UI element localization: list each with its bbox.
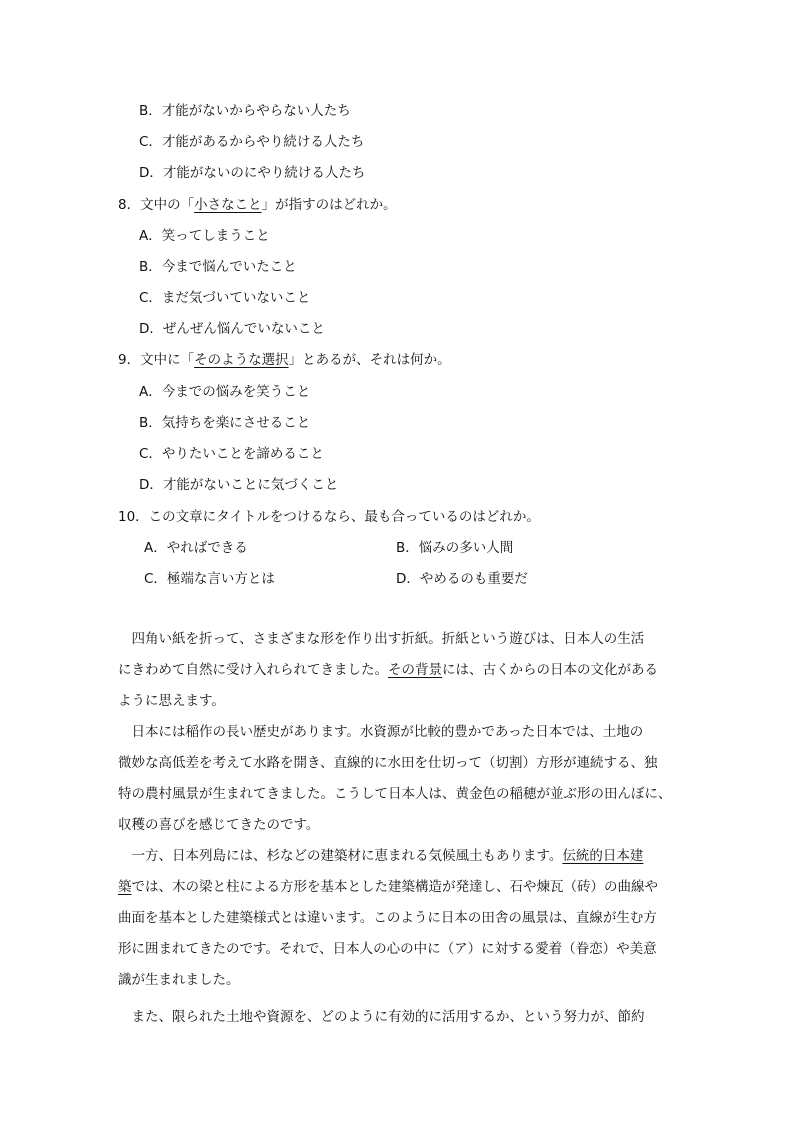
- q9-option-a: A．今までの悩みを笑うこと: [139, 384, 311, 400]
- q10-option-a: A．やればできる: [144, 540, 248, 556]
- q10-option-c: C．極端な言い方とは: [144, 571, 275, 587]
- passage-line: 曲面を基本とした建築様式とは違います。このように日本の田舎の風景は、直線が生む方: [118, 910, 657, 926]
- q8-option-a: A．笑ってしまうこと: [139, 228, 270, 244]
- q8-option-c: C．まだ気づいていないこと: [139, 290, 311, 306]
- q7-option-d: D．才能がないのにやり続ける人たち: [139, 165, 366, 181]
- passage-paragraph-3: [118, 841, 676, 996]
- q8-option-b: B．今まで悩んでいたこと: [139, 259, 297, 275]
- q8-prefix: 8．文中の「: [118, 197, 195, 213]
- q9-option-d: D．才能がないことに気づくこと: [139, 477, 339, 493]
- passage-line: 微妙な高低差を考えて水路を開き、直線的に水田を仕切って（切割）方形が連続する、独: [118, 755, 658, 771]
- passage-text: 一方、日本列島には、杉などの建築材に恵まれる気候風土もあります。: [118, 848, 563, 864]
- underlined-phrase-continued: 築: [118, 879, 132, 895]
- passage-text: では、木の梁と柱による方形を基本とした建築構造が発達し、石や煉瓦（砖）の曲線や: [131, 879, 658, 895]
- q7-option-b: B．才能がないからやらない人たち: [139, 103, 351, 119]
- q8-quote: 小さなこと: [194, 197, 262, 213]
- q10-question: 10．この文章にタイトルをつけるなら、最も合っているのはどれか。: [118, 509, 540, 525]
- q9-question: [118, 351, 451, 369]
- passage-line: 識が生まれました。: [118, 972, 240, 988]
- passage-text: にきわめて自然に受け入れられてきました。: [118, 662, 388, 678]
- passage-line: [118, 655, 676, 686]
- q10-option-b: B．悩みの多い人間: [396, 540, 514, 556]
- passage-line: [118, 872, 676, 903]
- passage-line: また、限られた土地や資源を、どのように有効的に活用するか、という努力が、節約: [118, 1009, 645, 1025]
- q9-quote: そのような選択: [194, 352, 289, 368]
- passage-line: 日本には稲作の長い歴史があります。水資源が比較的豊かであった日本では、土地の: [118, 724, 644, 740]
- passage-paragraph-2: [118, 717, 676, 841]
- q8-option-d: D．ぜんぜん悩んでいないこと: [139, 321, 325, 337]
- underlined-phrase-sono-haikei: その背景: [388, 662, 442, 678]
- underlined-phrase-dentouteki-nihon-kenchiku: 伝統的日本建: [562, 848, 644, 864]
- q7-option-c: C．才能があるからやり続ける人たち: [139, 134, 365, 150]
- passage-line: ように思えます。: [118, 693, 225, 709]
- q9-option-b: B．気持ちを楽にさせること: [139, 415, 311, 431]
- passage-line: 特の農村風景が生まれてきました。こうして日本人は、黄金色の稲穂が並ぶ形の田んぼに、: [118, 786, 672, 802]
- passage-line: 形に囲まれてきたのです。それで、日本人の心の中に（ア）に対する愛着（眷恋）や美意: [118, 941, 657, 957]
- passage-line: 四角い紙を折って、さまざまな形を作り出す折紙。折紙という遊びは、日本人の生活: [118, 631, 645, 647]
- q9-prefix: 9．文中に「: [118, 352, 195, 368]
- q8-suffix: 」が指すのはどれか。: [261, 197, 397, 213]
- passage-line: 収穫の喜びを感じてきたのです。: [118, 817, 320, 833]
- q9-suffix: 」とあるが、それは何か。: [288, 352, 451, 368]
- q9-option-c: C．やりたいことを諦めること: [139, 446, 324, 462]
- passage-paragraph-1: [118, 624, 676, 717]
- q8-question: [118, 196, 397, 214]
- passage-line: [118, 841, 676, 872]
- passage-text: には、古くからの日本の文化がある: [442, 662, 658, 678]
- q10-option-d: D．やめるのも重要だ: [396, 571, 528, 587]
- passage-paragraph-4: [118, 1002, 676, 1033]
